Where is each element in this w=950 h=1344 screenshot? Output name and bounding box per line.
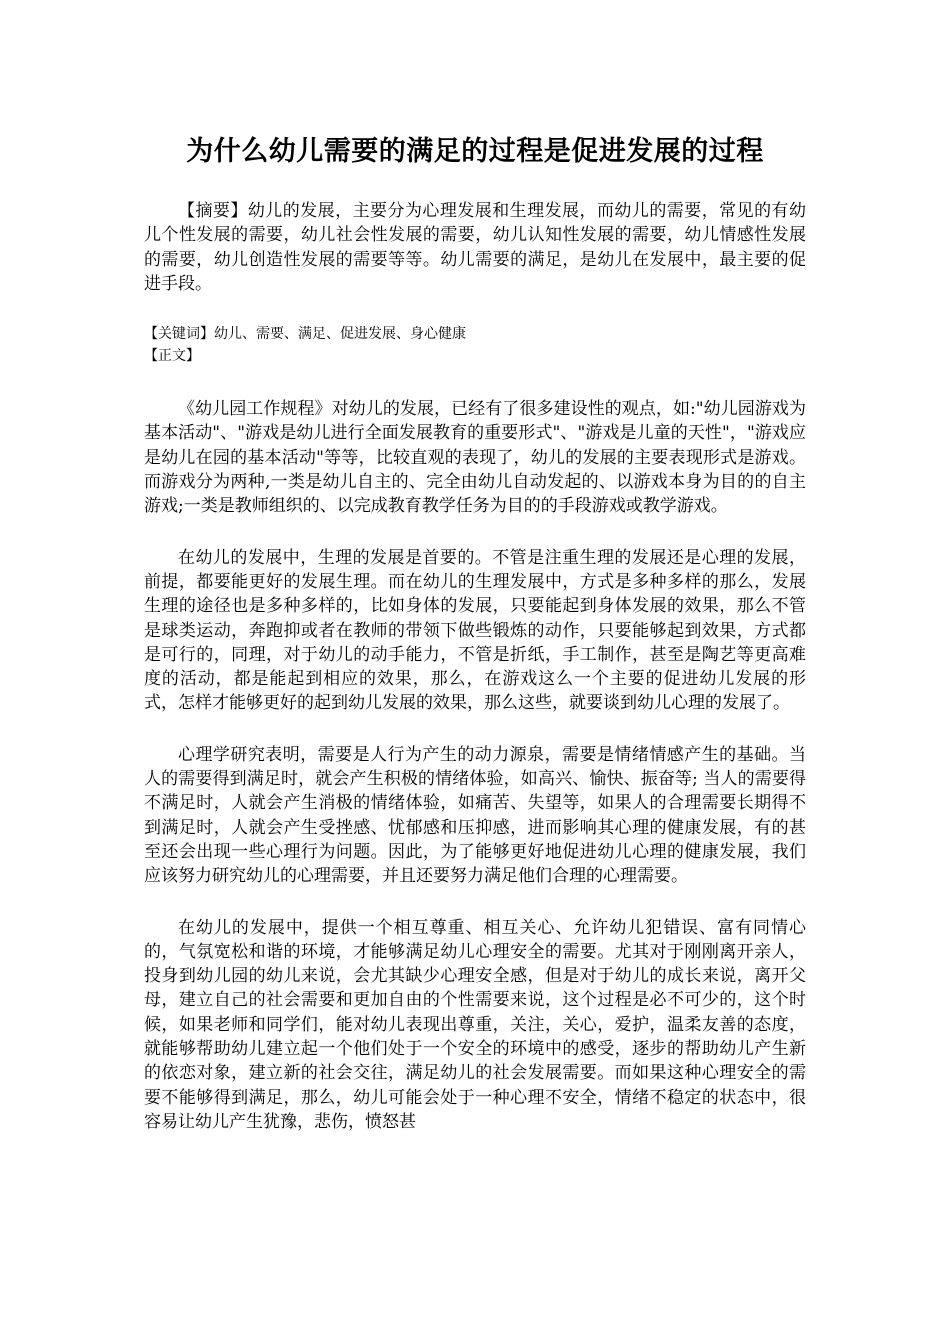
body-paragraph: 《幼儿园工作规程》对幼儿的发展，已经有了很多建设性的观点，如:"幼儿园游戏为基本活动"、"游戏是幼儿进行全面发展教育的重要形式"、"游戏是儿童的天性"，"游戏应是幼儿在园的基本活动"等等，比较直观的表现了，幼儿的发展的主要表现形式是游戏。而游戏分为两种,一类是幼儿自主的、完全由幼儿自动发起的、以游戏本身为目的的自主游戏;一类是教师组织的、以完成教育教学任务为目的的手段游戏或教学游戏。 <box>144 399 806 517</box>
body-paragraph: 心理学研究表明，需要是人行为产生的动力源泉，需要是情绪情感产生的基础。当人的需要得到满足时，就会产生积极的情绪体验，如高兴、愉快、振奋等; 当人的需要得不满足时，人就会产生消极的情绪体验，如痛苦、失望等，如果人的合理需要长期得不到满足时，人就会产生受挫感、忧郁感和压抑感，进而影响其心理的健康发展，有的甚至还会出现一些心理行为问题。因此，为了能够更好地促进幼儿心理的健康发展，我们应该努力研究幼儿的心理需要，并且还要努力满足他们合理的心理需要。 <box>144 744 806 887</box>
document-page <box>144 0 806 1134</box>
body-paragraph: 在幼儿的发展中，生理的发展是首要的。不管是注重生理的发展还是心理的发展，前提，都要能更好的发展生理。而在幼儿的生理发展中，方式是多种多样的那么，发展生理的途径也是多种多样的，比如身体的发展，只要能起到身体发展的效果，那么不管是球类运动，奔跑抑或者在教师的带领下做些锻炼的动作，只要能够起到效果，方式都是可行的，同理，对于幼儿的动手能力，不管是折纸，手工制作，甚至是陶艺等更高难度的活动，都是能起到相应的效果，那么，在游戏这么一个主要的促进幼儿发展的形式，怎样才能够更好的起到幼儿发展的效果，那么这些，就要谈到幼儿心理的发展了。 <box>144 547 806 714</box>
document-title: 为什么幼儿需要的满足的过程是促进发展的过程 <box>186 136 764 167</box>
body-label: 【正文】 <box>144 348 200 365</box>
keywords-line: 【关键词】幼儿、需要、满足、促进发展、身心健康 <box>144 326 466 343</box>
body-paragraph: 在幼儿的发展中，提供一个相互尊重、相互关心、允许幼儿犯错误、富有同情心的，气氛宽松和谐的环境，才能够满足幼儿心理安全的需要。尤其对于刚刚离开亲人，投身到幼儿园的幼儿来说，会尤其缺少心理安全感，但是对于幼儿的成长来说，离开父母，建立自己的社会需要和更加自由的个性需要来说，这个过程是必不可少的，这个时候，如果老师和同学们，能对幼儿表现出尊重，关注，关心，爱护，温柔友善的态度，就能够帮助幼儿建立起一个他们处于一个安全的环境中的感受，逐步的帮助幼儿产生新的依恋对象，建立新的社会交往，满足幼儿的社会发展需要。而如果这种心理安全的需要不能够得到满足，那么，幼儿可能会处于一种心理不安全，情绪不稳定的状态中，很容易让幼儿产生犹豫，悲伤，愤怒甚 <box>144 917 806 1132</box>
abstract-paragraph: 【摘要】幼儿的发展，主要分为心理发展和生理发展，而幼儿的需要，常见的有幼儿个性发展的需要，幼儿社会性发展的需要，幼儿认知性发展的需要，幼儿情感性发展的需要，幼儿创造性发展的需要等等。幼儿需要的满足，是幼儿在发展中，最主要的促进手段。 <box>144 201 806 294</box>
